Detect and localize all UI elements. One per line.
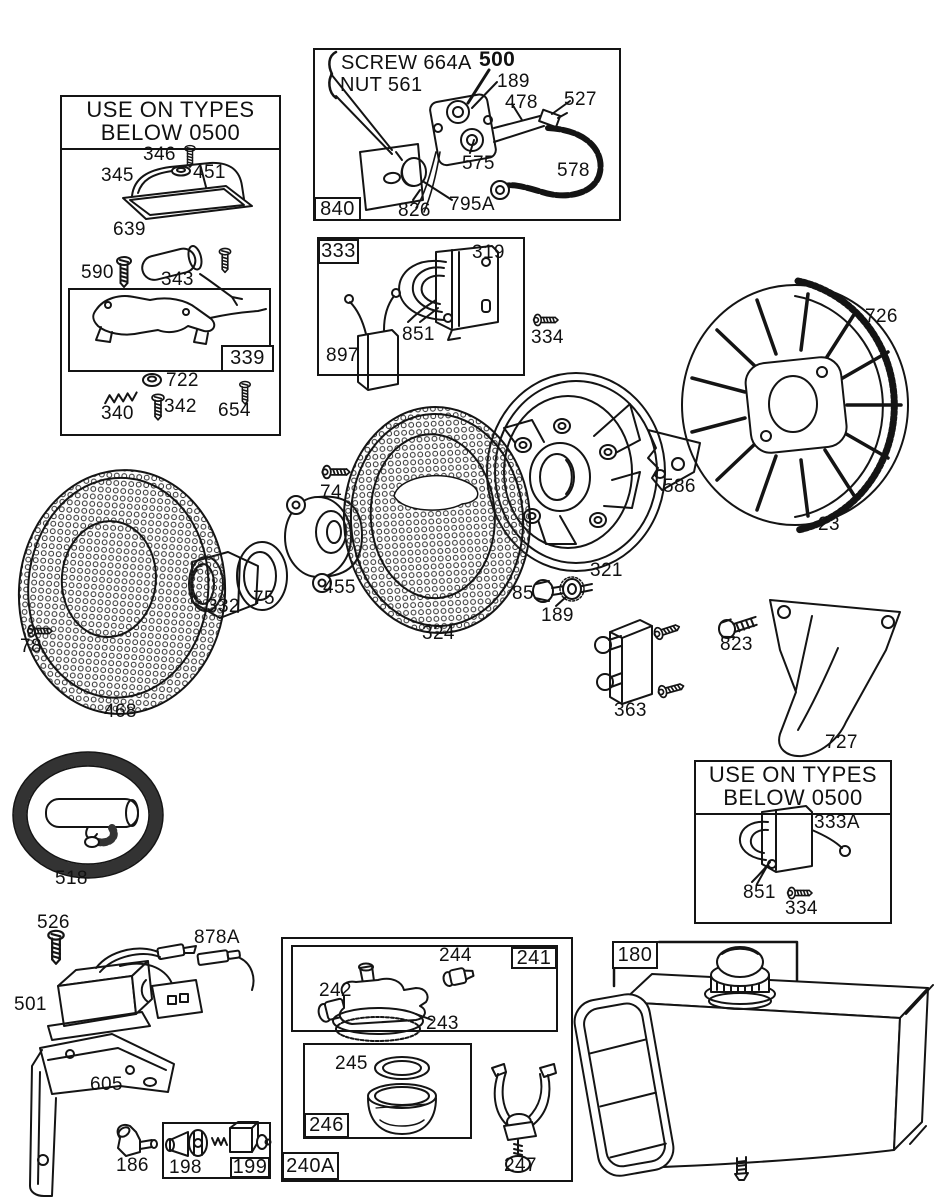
- part-label-578: 578: [557, 160, 590, 181]
- part-label-333A: 333A: [814, 812, 860, 833]
- tag-840: 840: [314, 197, 361, 221]
- panel-header-line1: USE ON TYPES: [86, 97, 255, 122]
- wire-878A-drawing: [197, 948, 253, 990]
- part-label-75: 75: [253, 588, 275, 609]
- screw-526-icon: [48, 931, 63, 964]
- part-label-590: 590: [81, 262, 114, 283]
- part-label-245: 245: [335, 1053, 368, 1074]
- part-label-451: 451: [193, 162, 226, 183]
- part-label-186: 186: [116, 1155, 149, 1176]
- fuel-tank-180-drawing: [571, 947, 933, 1180]
- spacer-block-363-drawing: [595, 620, 685, 704]
- part-label-878A: 878A: [194, 927, 240, 948]
- part-label-243: 243: [426, 1013, 459, 1034]
- part-label-189: 189: [497, 71, 530, 92]
- part-label-605: 605: [90, 1074, 123, 1095]
- callout-nut-561: NUT 561: [340, 74, 423, 96]
- part-label-826: 826: [398, 200, 431, 221]
- part-label-198: 198: [169, 1157, 202, 1178]
- part-label-23: 23: [818, 514, 840, 535]
- tag-333: 333: [318, 239, 359, 264]
- part-label-343: 343: [161, 269, 194, 290]
- part-label-321: 321: [590, 560, 623, 581]
- part-label-500: 500: [479, 48, 516, 71]
- tag-240A: 240A: [282, 1152, 339, 1180]
- module-501-drawing: [48, 944, 202, 1040]
- part-label-726: 726: [865, 306, 898, 327]
- part-label-346: 346: [143, 144, 176, 165]
- part-label-319: 319: [472, 242, 505, 263]
- part-label-478: 478: [505, 92, 538, 113]
- elbow-186-drawing: [117, 1125, 157, 1156]
- screw-334-icon: [534, 314, 558, 325]
- part-label-340: 340: [101, 403, 134, 424]
- part-label-795A: 795A: [449, 194, 495, 215]
- panel-header: [696, 762, 890, 815]
- part-label-897: 897: [326, 345, 359, 366]
- part-label-722: 722: [166, 370, 199, 391]
- part-label-654: 654: [218, 400, 251, 421]
- part-label-324: 324: [422, 623, 455, 644]
- part-label-823: 823: [720, 634, 753, 655]
- part-label-244: 244: [439, 945, 472, 966]
- part-label-575: 575: [462, 153, 495, 174]
- panel-header-line2: BELOW 0500: [723, 784, 863, 810]
- part-label-527: 527: [564, 89, 597, 110]
- tag-180: 180: [612, 941, 658, 969]
- part-label-345: 345: [101, 165, 134, 186]
- part-label-501: 501: [14, 994, 47, 1015]
- part-label-74: 74: [320, 482, 342, 503]
- screw-74-icon: [322, 466, 349, 479]
- part-label-242: 242: [319, 980, 352, 1001]
- bracket-605-drawing: [30, 1034, 174, 1196]
- part-label-727: 727: [825, 732, 858, 753]
- part-label-78: 78: [20, 636, 42, 657]
- part-label-247: 247: [504, 1155, 537, 1176]
- tag-241: 241: [511, 947, 557, 969]
- part-label-332: 332: [207, 596, 240, 617]
- part-label-363: 363: [614, 700, 647, 721]
- part-label-334: 334: [531, 327, 564, 348]
- panel-header: [62, 97, 279, 150]
- part-label-85: 85: [512, 583, 534, 604]
- tag-246: 246: [304, 1113, 349, 1138]
- part-label-518: 518: [55, 868, 88, 889]
- part-label-526: 526: [37, 912, 70, 933]
- part-label-851b: 851: [743, 882, 776, 903]
- part-label-639: 639: [113, 219, 146, 240]
- screen-468-drawing: [11, 463, 234, 721]
- part-label-468: 468: [104, 701, 137, 722]
- part-label-342: 342: [164, 396, 197, 417]
- part-label-334b: 334: [785, 898, 818, 919]
- part-label-586: 586: [663, 476, 696, 497]
- panel-header-line2: BELOW 0500: [100, 119, 241, 145]
- starter-rope-518-drawing: [13, 752, 163, 878]
- callout-screw-664A: SCREW 664A: [341, 52, 472, 74]
- panel-header-line1: USE ON TYPES: [708, 762, 878, 787]
- part-label-189b: 189: [541, 605, 574, 626]
- part-label-851: 851: [402, 324, 435, 345]
- tag-199: 199: [230, 1157, 270, 1178]
- bolt-85-drawing: [533, 577, 592, 606]
- part-label-455: 455: [323, 577, 356, 598]
- tag-339: 339: [221, 345, 274, 372]
- screen-324-drawing: [338, 402, 536, 637]
